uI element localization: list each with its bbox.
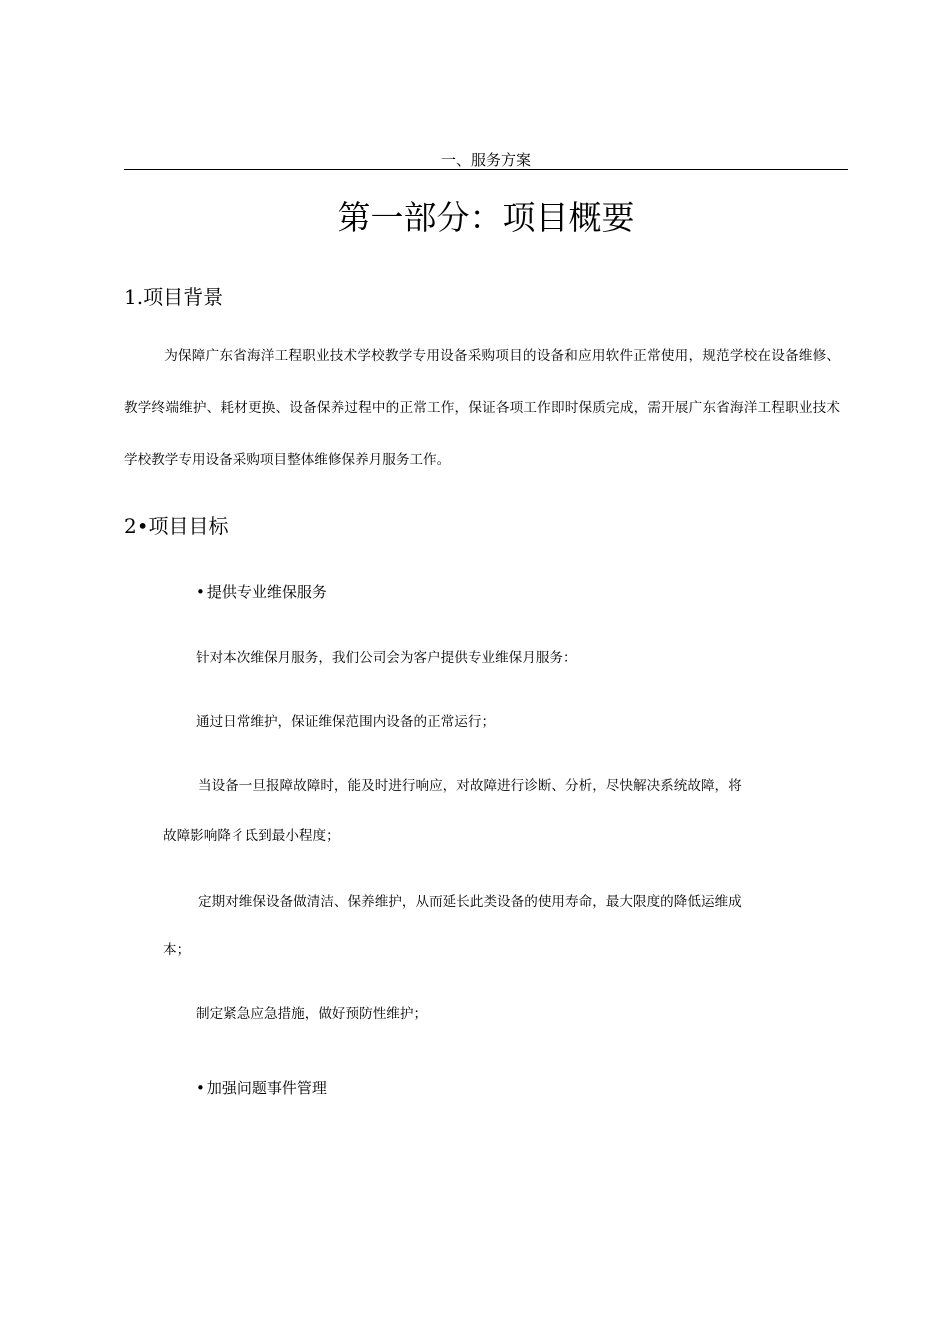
section-title: 项目背景 — [143, 285, 224, 309]
section-number: 2• — [124, 514, 149, 538]
page-title: 第一部分：项目概要 — [337, 198, 635, 237]
bullet-heading-incident-management — [196, 1077, 327, 1099]
service-item-daily-maintenance: 通过日常维护，保证维保范围内设备的正常运行； — [196, 714, 496, 730]
background-paragraph-text: 为保障广东省海洋工程职业技术学校教学专用设备采购项目的设备和应用软件正常使用，规范学校在设备维修、教学终端维护、耗材更换、设备保养过程中的正常工作，保证各项工作即时保质完成，需开展广东省海洋工程职业技术学校教学专用设备采购项目整体维修保养月服务工作。 — [124, 348, 840, 468]
header-divider — [124, 169, 848, 170]
bullet-heading-label: 提供专业维保服务 — [206, 583, 327, 601]
service-item-cleaning-line1: 定期对维保设备做清洁、保养维护，从而延长此类设备的使用寿命，最大限度的降低运维成 — [198, 894, 742, 910]
document-header-title: 一、服务方案 — [440, 151, 531, 169]
service-item-emergency-measures: 制定紧急应急措施，做好预防性维护； — [196, 1006, 428, 1022]
bullet-heading-professional-service — [196, 581, 327, 603]
section-heading-objectives — [124, 512, 229, 540]
service-item-cleaning-line2: 本； — [163, 942, 191, 958]
service-intro-line: 针对本次维保月服务，我们公司会为客户提供专业维保月服务： — [196, 650, 577, 666]
service-item-fault-response-line1: 当设备一旦报障故障时，能及时进行响应，对故障进行诊断、分析，尽快解决系统故障，将 — [198, 778, 742, 794]
service-item-fault-response-line2: 故障影响降彳氐到最小程度； — [163, 828, 340, 844]
bullet-heading-label: 加强问题事件管理 — [206, 1079, 327, 1097]
section-number: 1. — [124, 285, 144, 309]
background-paragraph — [124, 330, 840, 486]
bullet-icon: • — [196, 1079, 205, 1097]
bullet-icon: • — [196, 583, 205, 601]
section-heading-background — [124, 283, 223, 311]
section-title: 项目目标 — [148, 514, 229, 538]
